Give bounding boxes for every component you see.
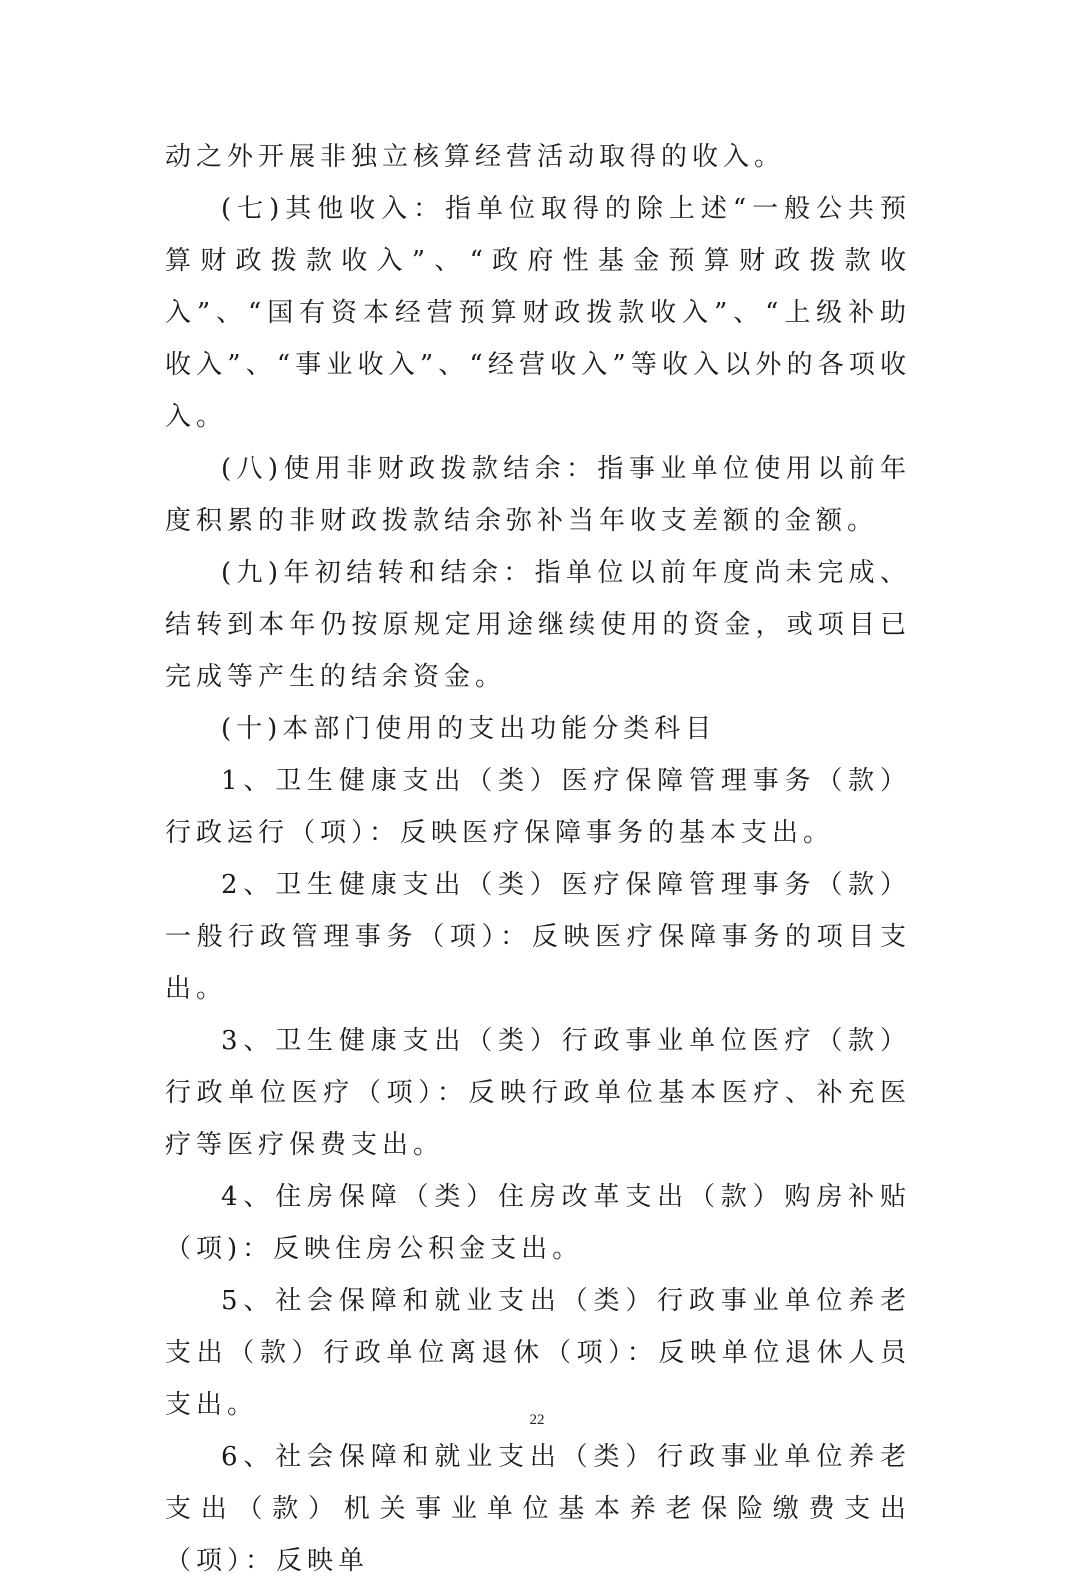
paragraph-item-2: 2、卫生健康支出（类）医疗保障管理事务（款）一般行政管理事务（项）：反映医疗保障事务的项目支出。 bbox=[165, 870, 911, 1004]
paragraph-item-6: 6、社会保障和就业支出（类）行政事业单位养老支出（款）机关事业单位基本养老保险缴费支出（项）：反映单 bbox=[165, 1442, 911, 1576]
document-body bbox=[165, 131, 911, 1587]
paragraph-item-3: 3、卫生健康支出（类）行政事业单位医疗（款）行政单位医疗（项）：反映行政单位基本医疗、补充医疗等医疗保费支出。 bbox=[165, 1026, 911, 1160]
paragraph-carryover-balance: (九)年初结转和结余：指单位以前年度尚未完成、结转到本年仍按原规定用途继续使用的资金，或项目已完成等产生的结余资金。 bbox=[165, 558, 911, 692]
paragraph-item-5: 5、社会保障和就业支出（类）行政事业单位养老支出（款）行政单位离退休（项）：反映单位退休人员支出。 bbox=[165, 1286, 911, 1420]
paragraph-continuation: 动之外开展非独立核算经营活动取得的收入。 bbox=[165, 142, 786, 172]
paragraph-non-fiscal-surplus: (八)使用非财政拨款结余：指事业单位使用以前年度积累的非财政拨款结余弥补当年收支差额的金额。 bbox=[165, 454, 911, 536]
paragraph-section-heading: (十)本部门使用的支出功能分类科目 bbox=[221, 714, 717, 744]
paragraph-item-1: 1、卫生健康支出（类）医疗保障管理事务（款）行政运行（项）：反映医疗保障事务的基本支出。 bbox=[165, 766, 911, 848]
page-number: 22 bbox=[529, 1412, 545, 1428]
paragraph-item-4: 4、住房保障（类）住房改革支出（款）购房补贴（项)：反映住房公积金支出。 bbox=[165, 1182, 911, 1264]
paragraph-other-income: (七)其他收入：指单位取得的除上述“一般公共预算财政拨款收入”、“政府性基金预算财政拨款收入”、“国有资本经营预算财政拨款收入”、“上级补助收入”、“事业收入”、“经营收入”等收入以外的各项收入。 bbox=[165, 194, 911, 432]
